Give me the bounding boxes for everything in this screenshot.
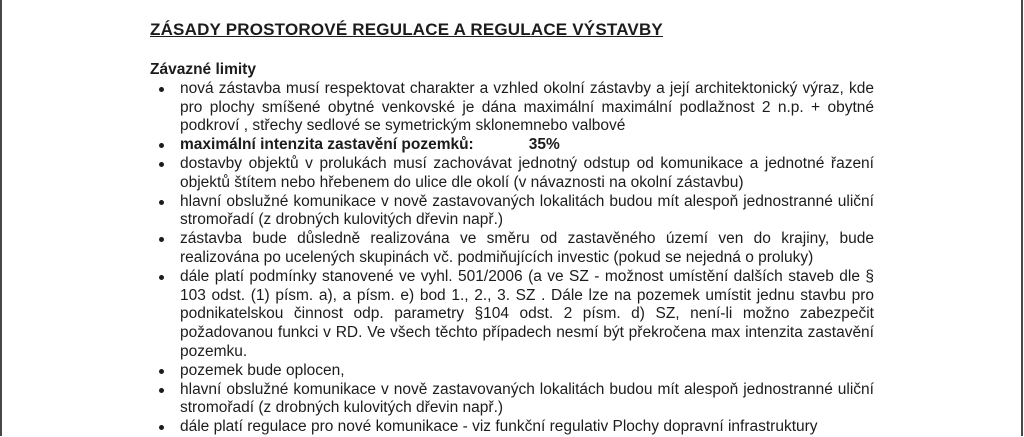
list-item [150,418,874,437]
bullet-icon [159,143,164,148]
page-title: ZÁSADY PROSTOROVÉ REGULACE A REGULACE VÝSTAVBY [150,20,663,39]
bullet-icon [159,275,164,280]
bullet-text: hlavní obslužné komunikace v nově zastavovaných lokalitách budou mít alespoň jednostranné uliční stromořadí (z drobných kulovitých dřevin např.) [180,192,874,229]
bullet-icon [159,87,164,92]
bullet-icon [159,425,164,430]
bullet-text: dále platí podmínky stanovené ve vyhl. 501/2006 (a ve SZ - možnost umístění dalších staveb dle § 103 odst. (1) písm. a), a písm. e) bod 1., 2., 3. SZ . Dále lze na pozemek umístit jednu stavbu pro podnikatelskou činnost odp. parametry §104 odst. 2 písm. d) SZ, není-li možno zabezpečit požadovanou funkci v RD. Ve všech těchto případech nesmí být překročena max intenzita zastavění pozemku. [180,267,874,360]
document-page [150,20,874,437]
list-item [150,155,874,193]
bullet-value: 35% [528,136,560,154]
bullet-text: zástavba bude důsledně realizována ve směru od zastavěného území ven do krajiny, bude realizována po ucelených skupinách vč. podmiňujících investic (pokud se nejedná o proluky) [180,230,874,266]
bullet-icon [159,162,164,167]
bullet-text: nová zástavba musí respektovat charakter a vzhled okolní zástavby a její architektonický výraz, kde pro plochy smíšené obytné venkovské je dána maximální maximální podlažnost 2 n.p. + obytné podkroví , střechy sedlové se symetrickým sklonemnebo valbové [180,79,874,135]
list-item [150,193,874,231]
list-item [150,268,874,362]
page-edge-left [0,0,2,436]
list-item [150,362,874,381]
bullet-text: dále platí regulace pro nové komunikace - viz funkční regulativ Plochy dopravní infrastruktury [180,418,818,436]
bullet-label: maximální intenzita zastavění pozemků: [180,136,474,154]
bullet-list [150,80,874,437]
bullet-text: hlavní obslužné komunikace v nově zastavovaných lokalitách budou mít alespoň jednostranné uliční stromořadí (z drobných kulovitých dřevin např.) [180,380,874,417]
list-item [150,381,874,419]
section-heading: Závazné limity [150,61,256,78]
list-item [150,230,874,268]
bullet-icon [159,369,164,374]
list-item [150,136,874,155]
bullet-text: dostavby objektů v prolukách musí zachovávat jednotný odstup od komunikace a jednotné řazení objektů štítem nebo hřebenem do ulice dle okolí (v návaznosti na okolní zástavbu) [180,154,874,191]
bullet-icon [159,388,164,393]
bullet-icon [159,200,164,205]
list-item [150,80,874,136]
bullet-icon [159,237,164,242]
bullet-text: pozemek bude oplocen, [180,361,345,379]
page-edge-right [1021,0,1023,436]
